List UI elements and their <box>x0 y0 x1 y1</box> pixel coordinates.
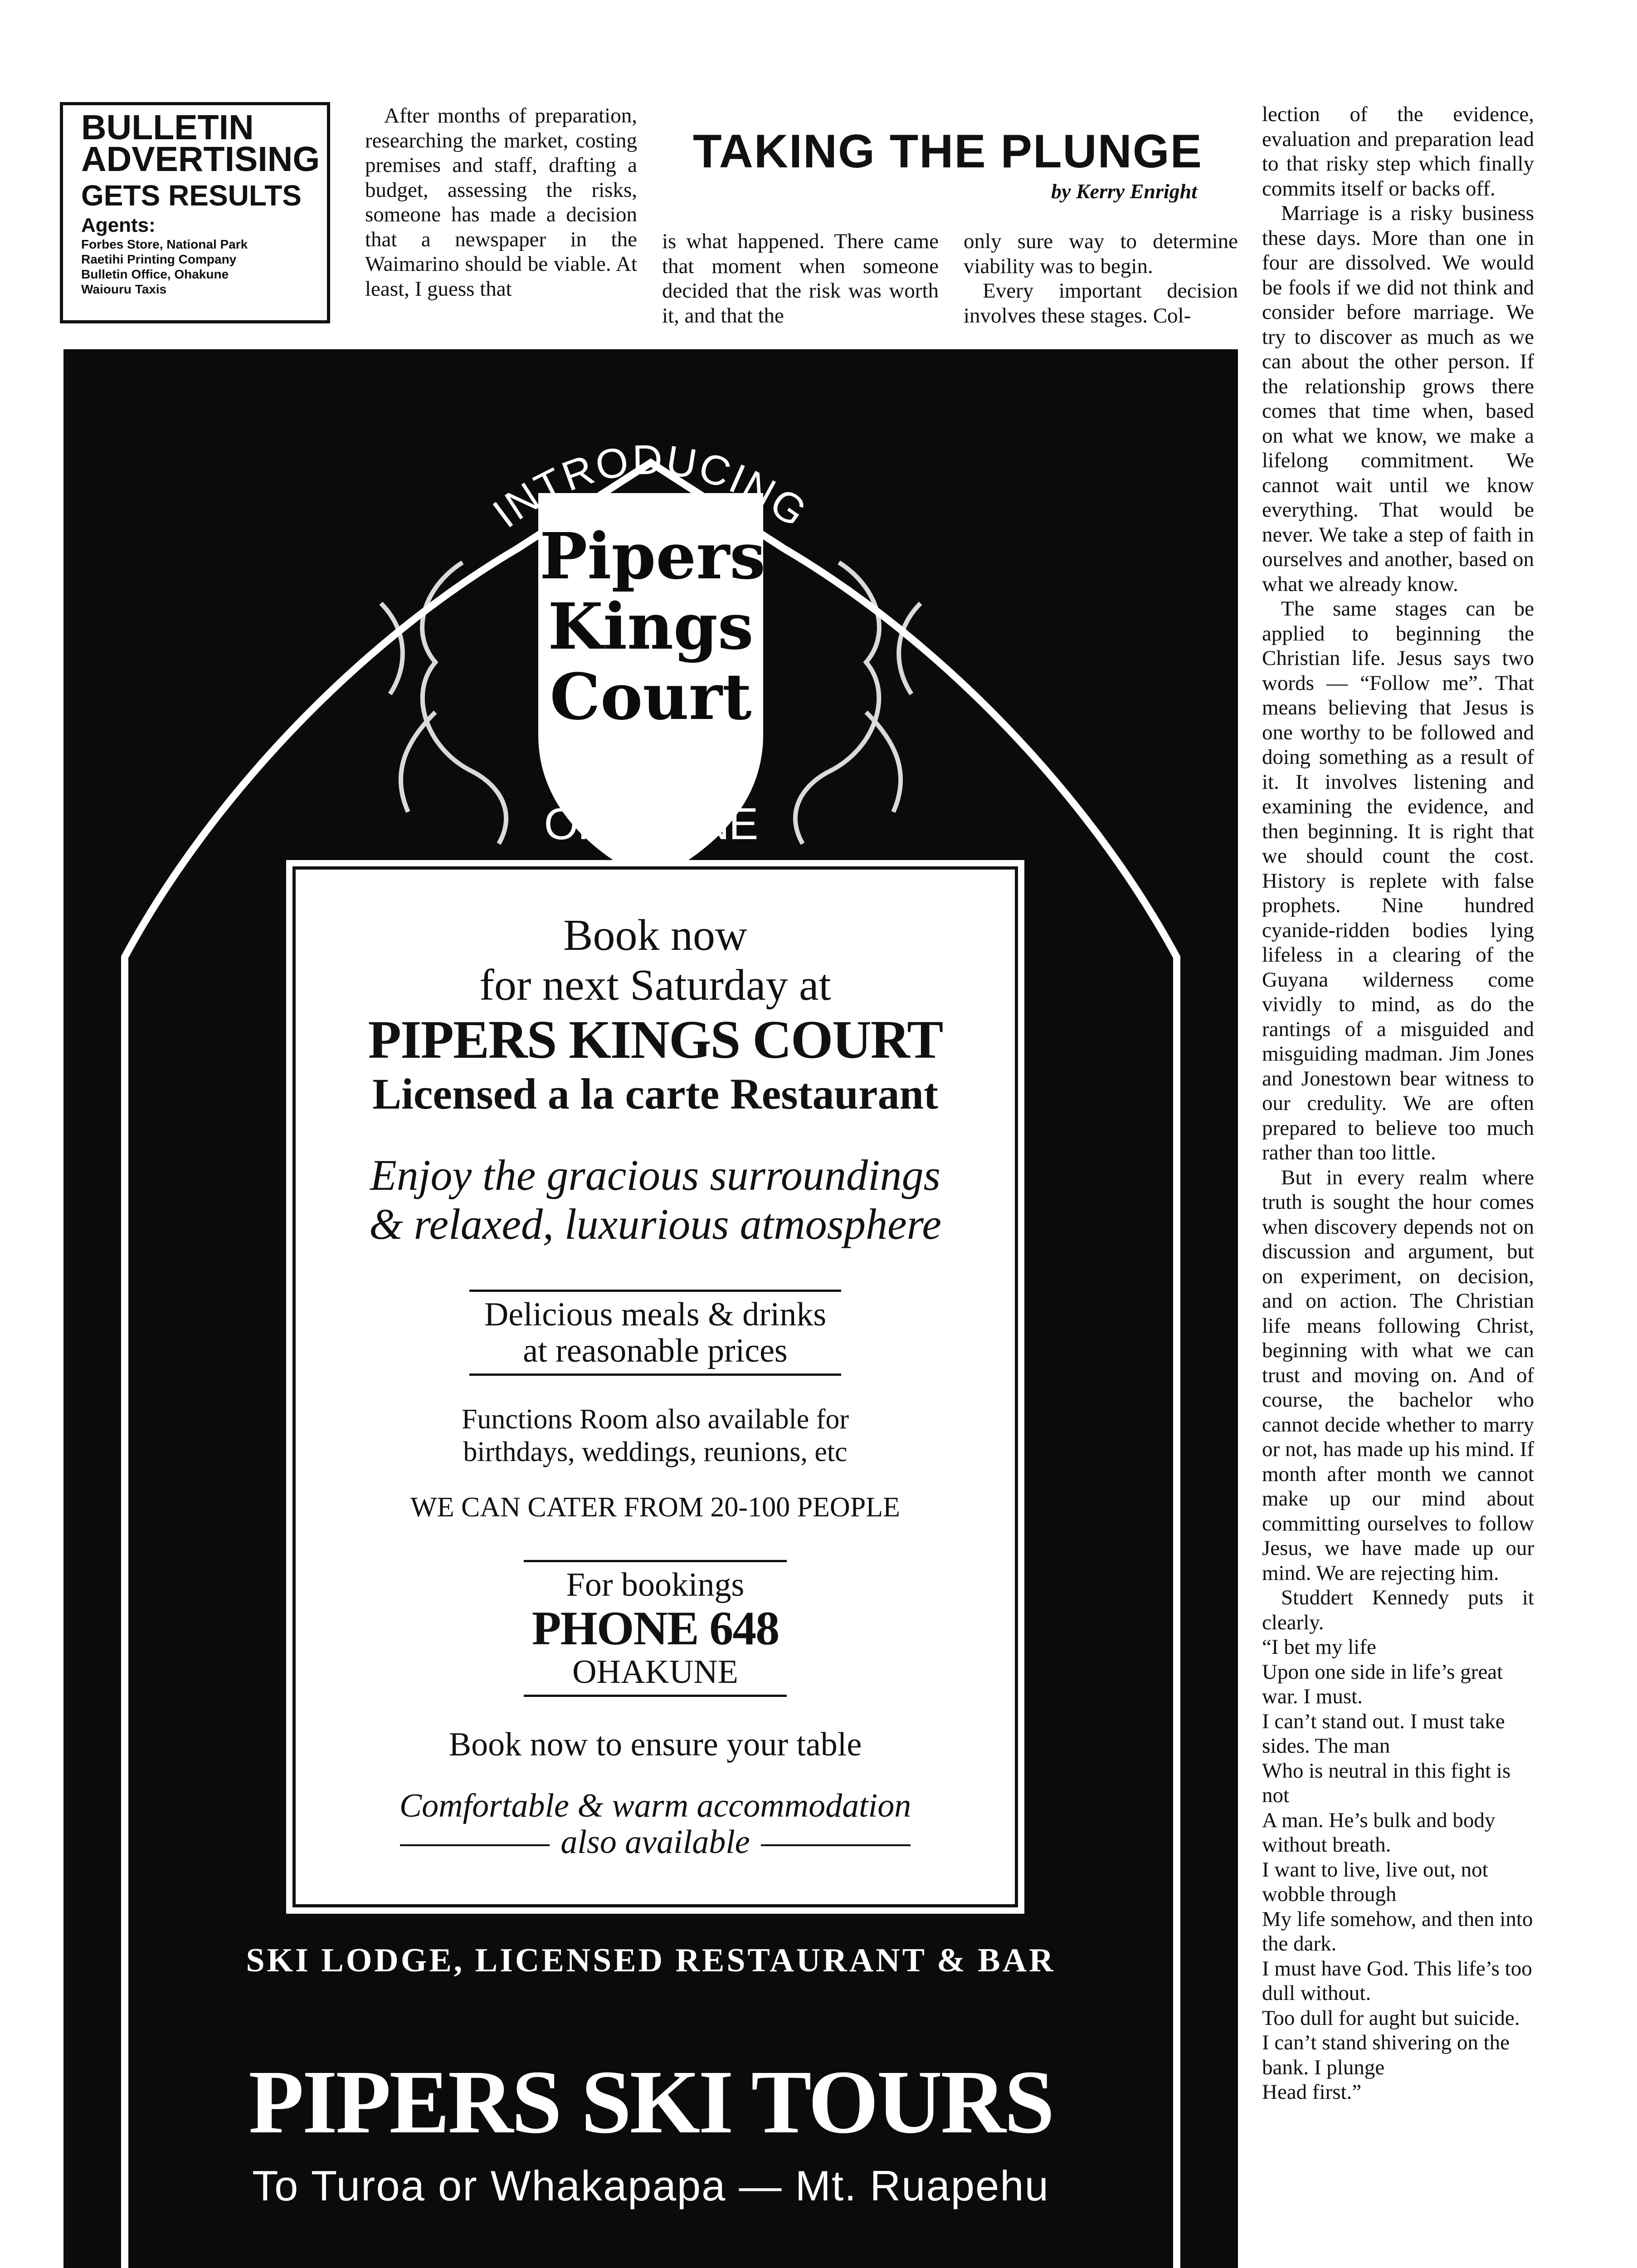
accommodation-line1: Comfortable & warm accommodation <box>399 1787 911 1824</box>
article-column-3 <box>964 229 1238 328</box>
poem-line: Upon one side in life’s great war. I must. <box>1262 1660 1503 1708</box>
logo-line: Court <box>550 660 752 734</box>
restaurant-advertisement <box>63 349 1238 2268</box>
restaurant-name: PIPERS KINGS COURT <box>368 1009 943 1070</box>
cater-line: WE CAN CATER FROM 20-100 PEOPLE <box>410 1492 900 1523</box>
article-paragraph: is what happened. There came that moment when someone decided that the risk was worth it, and that the <box>662 230 939 327</box>
functions-line2: birthdays, weddings, reunions, etc <box>463 1437 848 1467</box>
meals-line1: Delicious meals & drinks <box>484 1296 827 1333</box>
phone-number: PHONE 648 <box>531 1602 779 1655</box>
poem-line: A man. He’s bulk and body without breath. <box>1262 1808 1496 1857</box>
article-byline: by Kerry Enright <box>1051 180 1197 203</box>
article-paragraph: Marriage is a risky business these days. More than one in four are dissolved. We would be fools if we did not think and consider before marriage. We try to discover as much as we can about the other person. If the relationship grows there comes that time when, based on what we know, we make a lifelong commitment. We cannot wait until we know everything. That would be never. We take a step of faith in ourselves and another, based on what we already know. <box>1262 201 1534 596</box>
for-bookings: For bookings <box>566 1566 745 1603</box>
licensed-restaurant: Licensed a la carte Restaurant <box>372 1070 938 1118</box>
poem-line: Who is neutral in this fight is not <box>1262 1759 1511 1807</box>
article-column-2 <box>662 229 939 328</box>
article-paragraph: But in every realm where truth is sought the hour comes when discovery depends not on discussion and argument, but on experiment, on decision, and on action. The Christian life means following Christ, beginning with what we can trust and moving on. And of course, the bachelor who cannot decide whether to marry or not, has made up his mind. If month after month we cannot make up our mind about committing ourselves to follow Jesus, we have made up our mind. We are rejecting him. <box>1262 1165 1534 1585</box>
poem-line: I want to live, live out, not wobble through <box>1262 1857 1488 1906</box>
bulletin-line3: GETS RESULTS <box>81 179 302 212</box>
meals-line2: at reasonable prices <box>523 1332 788 1369</box>
next-saturday: for next Saturday at <box>479 961 831 1010</box>
article-paragraph: Every important decision involves these stages. Col- <box>964 279 1238 327</box>
enjoy-line2: & relaxed, luxurious atmosphere <box>369 1200 941 1248</box>
agents-label: Agents: <box>81 214 156 236</box>
logo-line: Pipers <box>540 519 765 594</box>
bulletin-advertising-box <box>60 102 330 323</box>
poem-line: I can’t stand out. I must take sides. The man <box>1262 1709 1505 1758</box>
ski-tours-subtitle: To Turoa or Whakapapa — Mt. Ruapehu <box>252 2162 1049 2209</box>
article-paragraph: only sure way to determine viability was to begin. <box>964 230 1238 278</box>
agent-item: Bulletin Office, Ohakune <box>81 267 229 281</box>
article-headline: TAKING THE PLUNGE <box>692 125 1203 178</box>
poem-line: I must have God. This life’s too dull without. <box>1262 1956 1532 2005</box>
ski-tours-title: PIPERS SKI TOURS <box>248 2052 1053 2152</box>
poem-line: My life somehow, and then into the dark. <box>1262 1907 1533 1955</box>
article-paragraph: The same stages can be applied to beginning the Christian life. Jesus says two words — “Follow me”. That means believing that Jesus is one worthy to be followed and doing something as a result of it. It involves listening and examining the evidence, and then beginning. It is right that we should count the cost. History is replete with false prophets. Nine hundred cyanide-ridden bodies lying lifeless in a clearing of the Guyana wilderness come vividly to mind, as do the rantings of a misguided and misguiding madman. Jim Jones and Jonestown bear witness to our credulity. We are often prepared to believe too much rather than too little. <box>1262 597 1534 1164</box>
article-paragraph: lection of the evidence, evaluation and preparation lead to that risky step which finally commits itself or backs off. <box>1262 103 1534 200</box>
book-now: Book now <box>563 911 747 960</box>
poem-line: I can’t stand shivering on the bank. I plunge <box>1262 2031 1510 2079</box>
poem-line: Head first.” <box>1262 2080 1362 2104</box>
accommodation-line2: also available <box>296 1824 1015 1860</box>
ad-bottom <box>63 1941 1238 2210</box>
poem-line: Too dull for aught but suicide. <box>1262 2006 1520 2030</box>
ensure-table: Book now to ensure your table <box>448 1726 862 1763</box>
ad-inner-box <box>292 866 1018 1907</box>
article-column-1 <box>365 103 637 301</box>
article-paragraph: Studdert Kennedy puts it clearly. <box>1262 1586 1534 1634</box>
bulletin-line2: ADVERTISING <box>81 140 320 179</box>
logo <box>540 519 765 734</box>
phone-town: OHAKUNE <box>572 1653 738 1691</box>
article-paragraph: After months of preparation, researching the market, costing premises and staff, drafting a budget, assessing the risks, someone has made a decision that a newspaper in the Waimarino should be viable. At least, I guess that <box>365 104 637 301</box>
poem-line: “I bet my life <box>1262 1635 1376 1659</box>
logo-line: Kings <box>548 590 754 664</box>
article-column-4 <box>1262 102 1534 2105</box>
ad-location: OHAKUNE <box>544 799 758 849</box>
enjoy-line1: Enjoy the gracious surroundings <box>370 1151 940 1199</box>
agent-item: Waiouru Taxis <box>81 282 167 296</box>
agent-item: Raetihi Printing Company <box>81 252 237 266</box>
bulletin-line1: BULLETIN <box>81 108 254 147</box>
introducing-text: INTRODUCING <box>484 436 816 537</box>
agent-item: Forbes Store, National Park <box>81 237 248 251</box>
functions-line1: Functions Room also available for <box>461 1404 849 1435</box>
ski-lodge-line: SKI LODGE, LICENSED RESTAURANT & BAR <box>246 1942 1056 1979</box>
